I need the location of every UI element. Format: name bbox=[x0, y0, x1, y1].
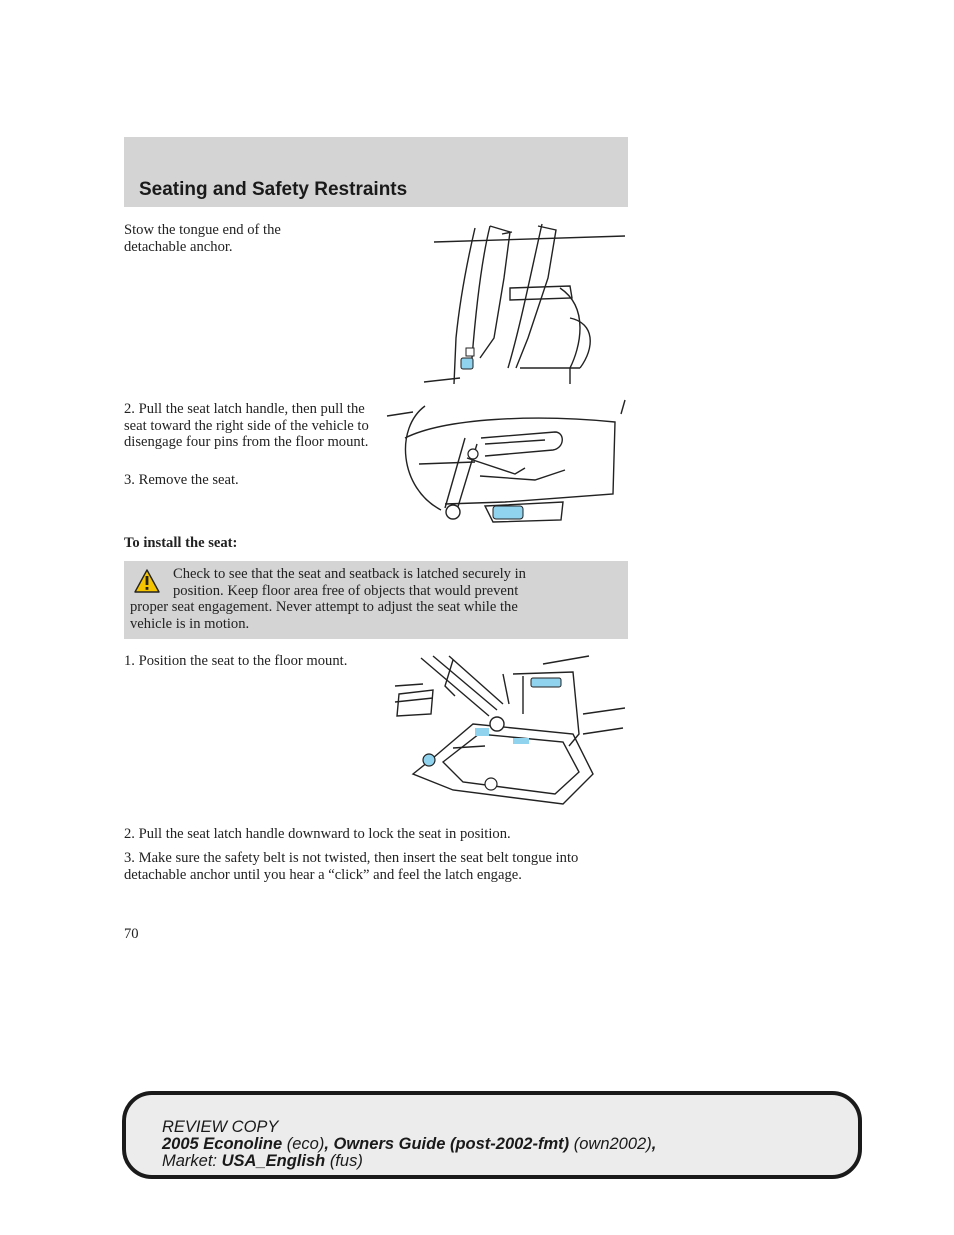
model-name: 2005 Econoline bbox=[162, 1135, 283, 1153]
stow-instruction: Stow the tongue end of the detachable anchor. bbox=[124, 222, 281, 255]
floor-mount-illustration bbox=[393, 654, 625, 814]
market-code: (fus) bbox=[329, 1152, 363, 1170]
footer-text bbox=[162, 1119, 656, 1170]
market-label: Market: bbox=[162, 1152, 218, 1170]
warning-line-2: position. Keep floor area free of objects that would prevent bbox=[173, 582, 519, 599]
lock-seat-step: 2. Pull the seat latch handle downward to lock the seat in position. bbox=[124, 826, 511, 842]
install-seat-heading: To install the seat: bbox=[124, 535, 238, 551]
section-title: Seating and Safety Restraints bbox=[139, 179, 408, 200]
warning-line-3: proper seat engagement. Never attempt to adjust the seat while the bbox=[130, 599, 518, 615]
position-seat-step: 1. Position the seat to the floor mount. bbox=[124, 653, 348, 669]
seat-latch-illustration bbox=[385, 398, 628, 528]
pull-latch-step: 2. Pull the seat latch handle, then pull the seat toward the right side of the vehicle to disengage four pins from the floor mount. bbox=[124, 401, 369, 450]
seatbelt-anchor-illustration bbox=[420, 218, 630, 388]
warning-line-1: Check to see that the seat and seatback is latched securely in bbox=[173, 566, 526, 582]
footer-separator-1: , bbox=[324, 1135, 329, 1153]
section-header-band bbox=[124, 137, 628, 207]
guide-code: (own2002) bbox=[573, 1135, 652, 1153]
remove-seat-step: 3. Remove the seat. bbox=[124, 472, 239, 488]
market-name: USA_English bbox=[221, 1152, 326, 1170]
review-copy-label: REVIEW COPY bbox=[162, 1118, 279, 1136]
model-code: (eco) bbox=[286, 1135, 325, 1153]
page-number: 70 bbox=[124, 926, 139, 942]
guide-name: Owners Guide (post-2002-fmt) bbox=[333, 1135, 570, 1153]
review-copy-footer bbox=[122, 1091, 862, 1179]
warning-callout bbox=[124, 561, 628, 639]
warning-text bbox=[130, 566, 620, 632]
insert-belt-step: 3. Make sure the safety belt is not twisted, then insert the seat belt tongue into detachable anchor until you hear a “click” and feel the latch engage. bbox=[124, 850, 579, 883]
footer-separator-2: , bbox=[651, 1135, 657, 1153]
warning-line-4: vehicle is in motion. bbox=[130, 615, 250, 632]
